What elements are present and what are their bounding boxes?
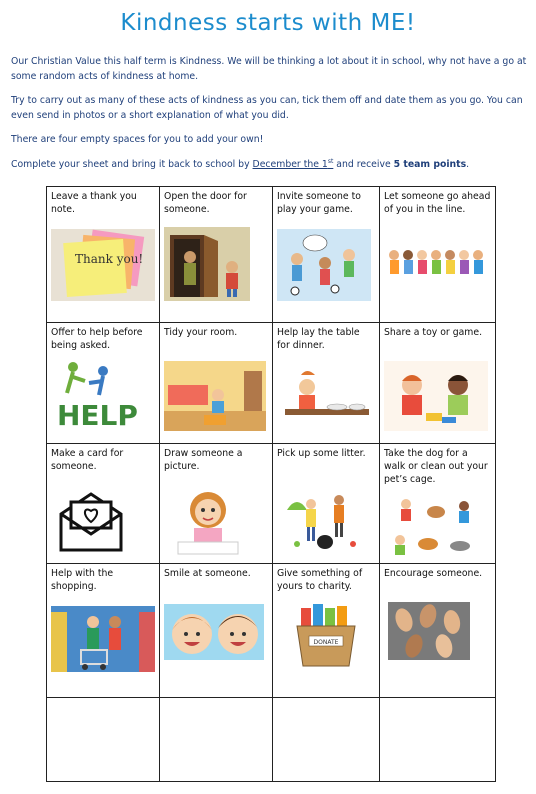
intro-paragraph-4 [11,154,527,172]
empty-cell[interactable] [380,698,496,782]
help-icon [51,359,149,431]
act-cell[interactable] [380,444,496,564]
act-cell[interactable] [273,323,380,444]
act-label: Share a toy or game. [384,327,483,338]
clapping-hands-icon [388,602,470,660]
tidy-room-icon [164,361,266,431]
kindness-grid [46,186,496,782]
act-label: Take the dog for a walk or clean out your pet’s cage. [384,448,488,485]
act-cell[interactable] [160,187,273,323]
act-label: Make a card for someone. [51,448,124,472]
act-cell[interactable] [380,564,496,698]
note-text: Thank you! [75,252,144,266]
act-label: Give something of yours to charity. [277,568,363,592]
girl-drawing-icon [164,480,252,556]
smiling-faces-icon [164,604,264,660]
intro-paragraph-1: Our Christian Value this half term is Kindness. We will be thinking a lot about it in school, why not have a go at some random acts of kindness at home. [11,56,527,82]
empty-cell[interactable] [160,698,273,782]
children-playing-icon [277,229,371,301]
act-label: Pick up some litter. [277,448,366,459]
act-label: Smile at someone. [164,568,251,579]
act-cell[interactable] [273,187,380,323]
lay-table-icon [277,361,373,431]
shopping-icon [51,606,155,672]
act-cell[interactable] [47,444,160,564]
act-label: Leave a thank you note. [51,191,137,215]
deadline-date-text: December the 1 [252,159,328,171]
card-envelope-icon [51,488,131,554]
act-cell[interactable] [273,444,380,564]
act-cell[interactable] [380,323,496,444]
open-door-icon [164,227,250,301]
deadline-prefix: Complete your sheet and bring it back to school by [11,159,253,171]
empty-cell[interactable] [273,698,380,782]
svg-text:HELP: HELP [57,399,138,431]
act-label: Help lay the table for dinner. [277,327,360,351]
act-cell[interactable] [47,187,160,323]
deadline-end: . [466,159,470,171]
act-label: Let someone go ahead of you in the line. [384,191,491,215]
thank-you-note-icon [51,229,155,301]
act-cell[interactable] [160,444,273,564]
act-label: Help with the shopping. [51,568,114,592]
team-points: 5 team points [393,159,467,171]
pets-icon [384,492,488,558]
act-cell[interactable] [47,564,160,698]
deadline-middle: and receive [333,159,394,171]
act-cell[interactable] [47,323,160,444]
share-toy-icon [384,361,488,431]
act-cell[interactable] [380,187,496,323]
act-label: Encourage someone. [384,568,483,579]
children-in-line-icon [384,243,488,289]
donate-box-icon [291,600,361,670]
act-label: Tidy your room. [164,327,238,338]
intro-paragraph-3: There are four empty spaces for you to add your own! [11,134,264,145]
act-label: Offer to help before being asked. [51,327,143,351]
litter-pick-icon [277,480,367,552]
page-title: Kindness starts with ME! [120,10,416,36]
donate-label: DONATE [313,639,339,646]
act-cell[interactable] [160,564,273,698]
intro-paragraph-2: Try to carry out as many of these acts of kindness as you can, tick them off and date them as you go. You can even send in photos or a short explanation of what you did. [11,95,523,121]
act-cell[interactable] [273,564,380,698]
deadline-date [253,159,334,170]
act-label: Invite someone to play your game. [277,191,361,215]
act-label: Open the door for someone. [164,191,247,215]
act-cell[interactable] [160,323,273,444]
empty-cell[interactable] [47,698,160,782]
act-label: Draw someone a picture. [164,448,243,472]
deadline-date-suffix: st [327,158,334,165]
